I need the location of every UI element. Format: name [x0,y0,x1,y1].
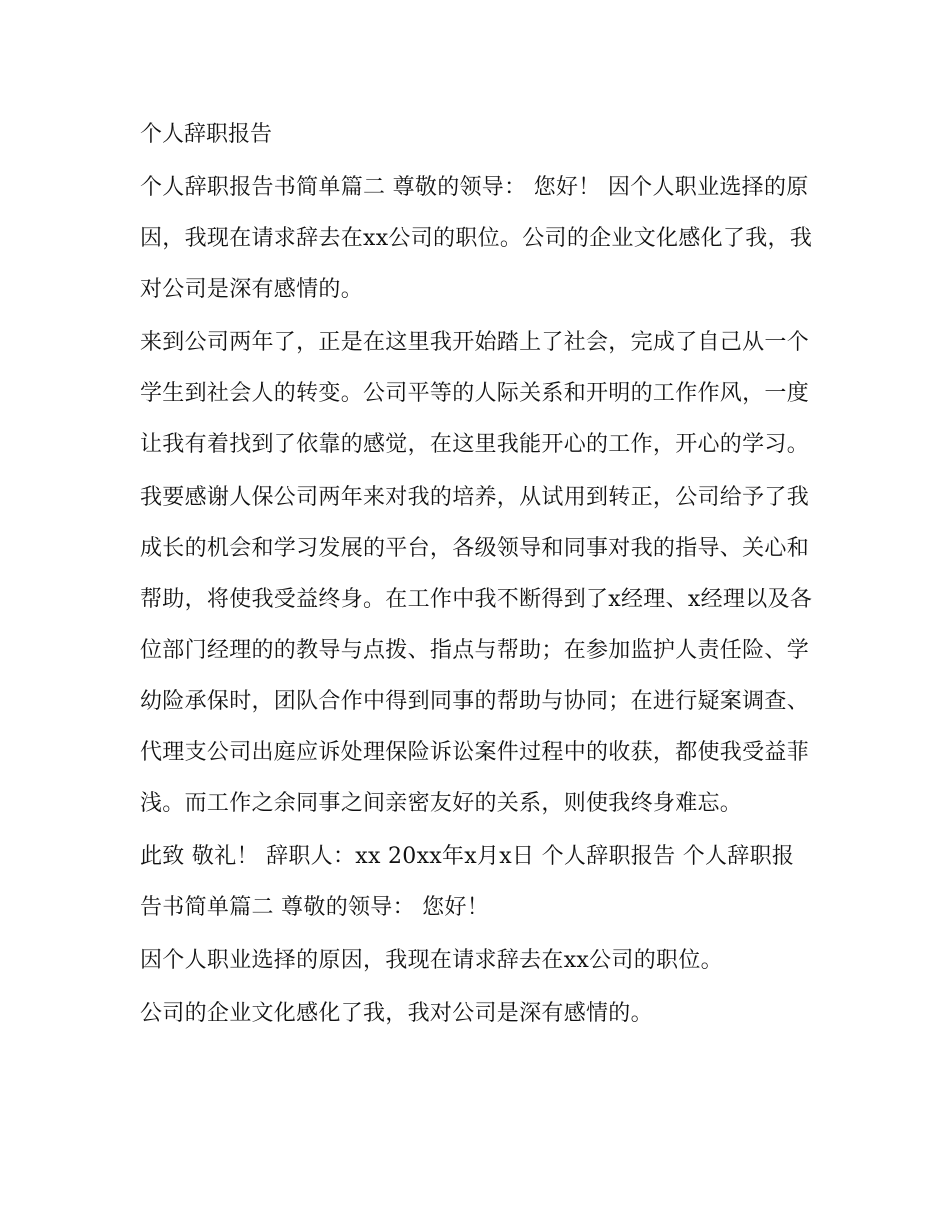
paragraph-6: 公司的企业文化感化了我，我对公司是深有感情的。 [140,1001,653,1026]
document-title: 个人辞职报告 [140,122,273,147]
document-body [140,109,816,1041]
paragraph-2: 来到公司两年了，正是在这里我开始踏上了社会，完成了自己从一个学生到社会人的转变。公司平等的人际关系和开明的工作作风，一度让我有着找到了依靠的感觉，在这里我能开心的工作，开心的学习。 [140,330,810,457]
paragraph-3: 我要感谢人保公司两年来对我的培养，从试用到转正，公司给予了我成长的机会和学习发展的平台，各级领导和同事对我的指导、关心和帮助，将使我受益终身。在工作中我不断得到了x经理、x经理以及各位部门经理的的教导与点拨、指点与帮助；在参加监护人责任险、学幼险承保时，团队合作中得到同事的帮助与协同；在进行疑案调查、代理支公司出庭应诉处理保险诉讼案件过程中的收获，都使我受益菲浅。而工作之余同事之间亲密友好的关系，则使我终身难忘。 [140,485,813,816]
paragraph-5: 因个人职业选择的原因，我现在请求辞去在xx公司的职位。 [140,948,723,973]
paragraph-4: 此致 敬礼！ 辞职人：xx 20xx年x月x日 个人辞职报告 个人辞职报告书简单篇二 尊敬的领导： 您好！ [140,844,795,920]
paragraph-1: 个人辞职报告书简单篇二 尊敬的领导： 您好！ 因个人职业选择的原因，我现在请求辞去在xx公司的职位。公司的企业文化感化了我，我对公司是深有感情的。 [140,175,813,302]
